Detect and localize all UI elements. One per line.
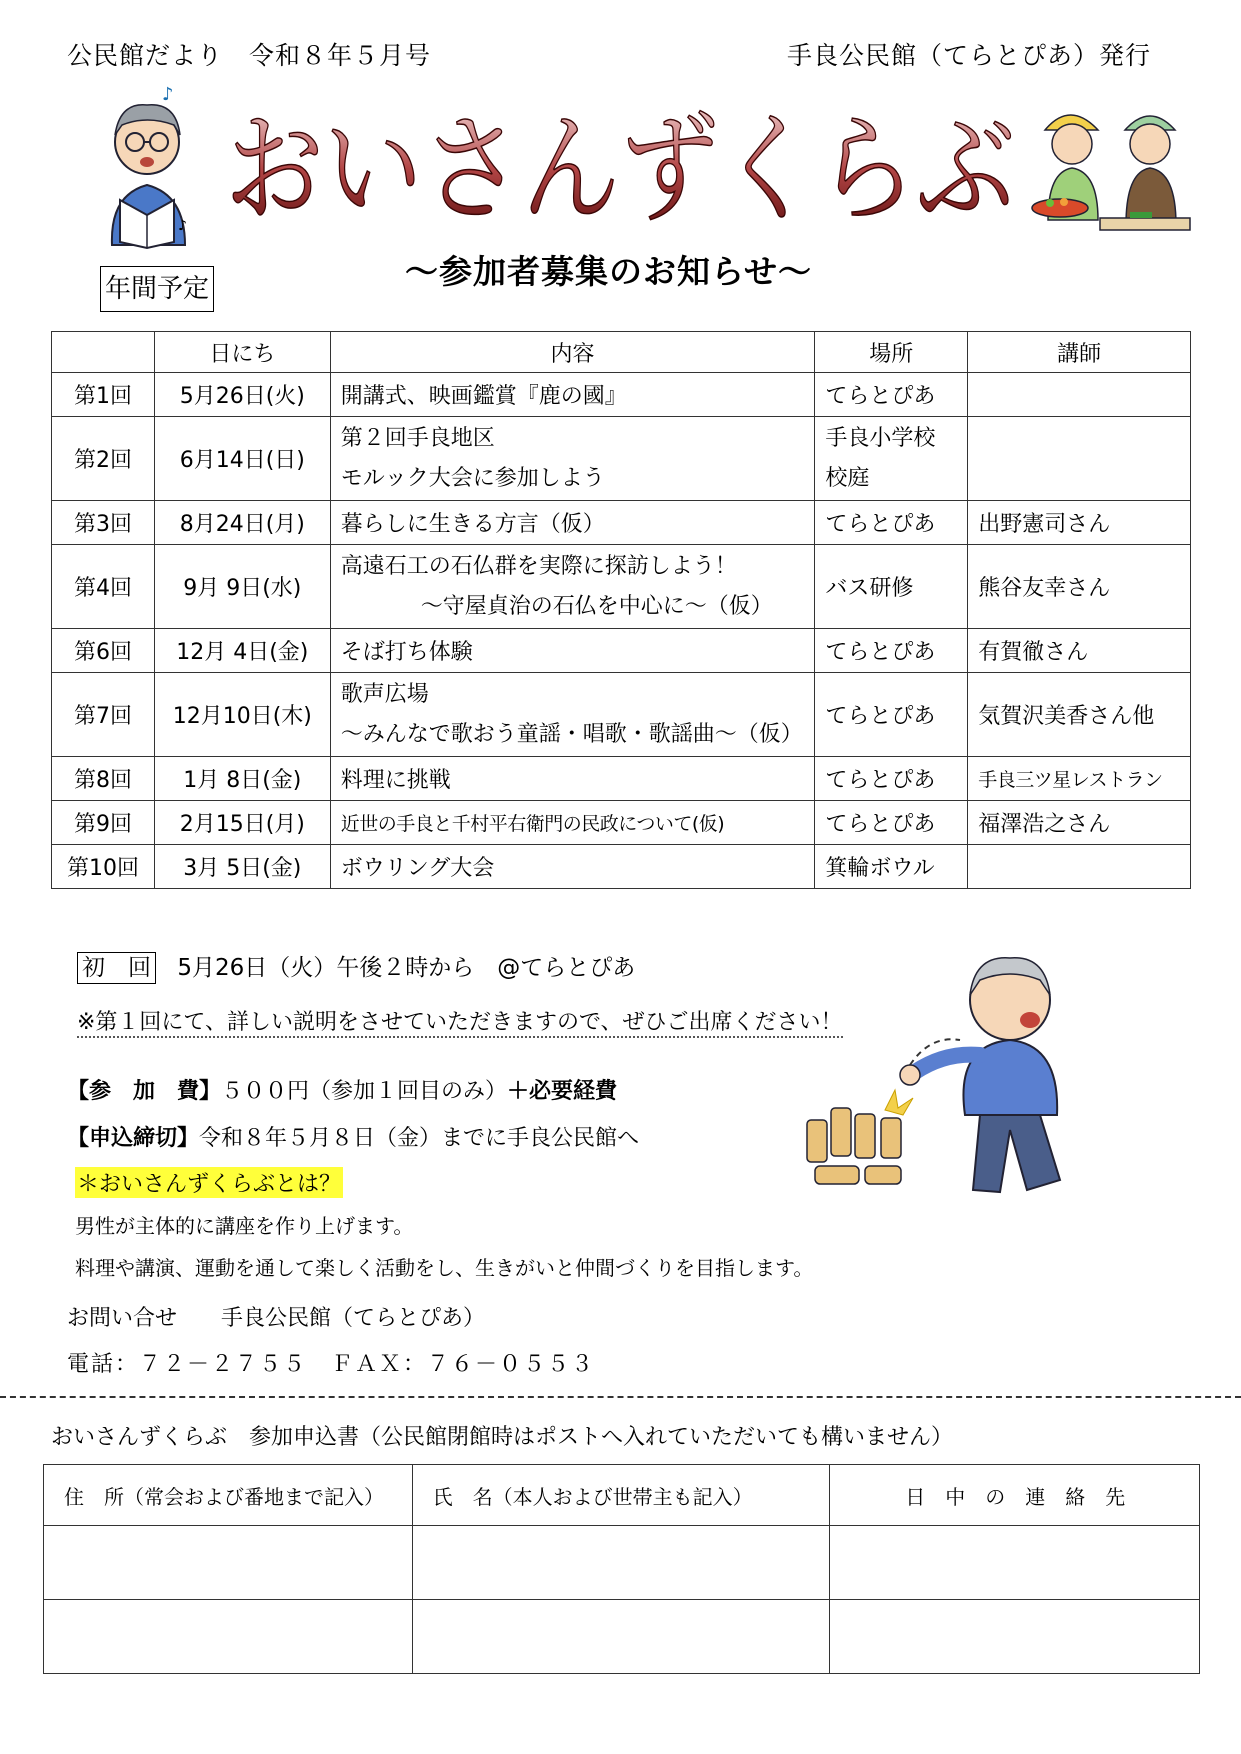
schedule-table	[51, 331, 1191, 889]
session-number: 第9回	[52, 801, 155, 845]
first-meeting-text: 5月26日（火）午後２時から @てらとぴあ	[177, 955, 636, 981]
publisher: 手良公民館（てらとぴあ）発行	[787, 41, 1152, 70]
description-line-1: 男性が主体的に講座を作り上げます。	[75, 1214, 414, 1238]
session-content: ボウリング大会	[330, 845, 815, 889]
session-content	[330, 673, 815, 757]
session-place: てらとぴあ	[815, 673, 968, 757]
content-line-1: 高遠石工の石仏群を実際に探訪しよう！	[340, 553, 737, 579]
session-lecturer: 有賀徹さん	[968, 629, 1191, 673]
session-place: てらとぴあ	[815, 501, 968, 545]
session-lecturer: 熊谷友幸さん	[968, 545, 1191, 629]
fee-text: ５００円（参加１回目のみ）	[221, 1079, 508, 1104]
form-row	[44, 1600, 1200, 1674]
daytime-contact-header: 日 中 の 連 絡 先	[830, 1465, 1200, 1526]
place-line-2: 校庭	[825, 465, 870, 491]
session-place: てらとぴあ	[815, 373, 968, 417]
session-content: そば打ち体験	[330, 629, 815, 673]
content-line-2: 〜守屋貞治の石仏を中心に〜（仮）	[420, 593, 773, 619]
session-number: 第2回	[52, 417, 155, 501]
session-content	[330, 545, 815, 629]
address-header: 住 所（常会および番地まで記入）	[44, 1465, 413, 1526]
cooking-people-icon	[1020, 100, 1200, 235]
title-text: おいさんずくらぶ	[225, 100, 1015, 238]
application-form	[43, 1464, 1200, 1674]
session-date: 2月15日(月)	[154, 801, 330, 845]
deadline-text: 令和８年５月８日（金）までに手良公民館へ	[199, 1126, 640, 1151]
address-field[interactable]	[44, 1526, 413, 1600]
session-number: 第3回	[52, 501, 155, 545]
table-row	[52, 417, 1191, 501]
header-lecturer: 講師	[968, 332, 1191, 373]
session-lecturer: 福澤浩之さん	[968, 801, 1191, 845]
table-row	[52, 629, 1191, 673]
session-place	[815, 417, 968, 501]
header-content: 内容	[330, 332, 815, 373]
content-line-2: 〜みんなで歌おう童謡・唱歌・歌謡曲〜（仮）	[340, 721, 803, 747]
session-number: 第6回	[52, 629, 155, 673]
session-number: 第10回	[52, 845, 155, 889]
name-field[interactable]	[412, 1600, 830, 1674]
header-number	[52, 332, 155, 373]
session-lecturer: 気賀沢美香さん他	[968, 673, 1191, 757]
table-row	[52, 501, 1191, 545]
session-date: 9月 9日(水)	[154, 545, 330, 629]
session-date: 1月 8日(金)	[154, 757, 330, 801]
molkky-player-icon	[795, 940, 1135, 1205]
contact-field[interactable]	[830, 1600, 1200, 1674]
first-meeting-label: 初 回	[77, 952, 156, 984]
session-place: てらとぴあ	[815, 757, 968, 801]
session-content	[330, 417, 815, 501]
session-content: 暮らしに生きる方言（仮）	[330, 501, 815, 545]
reading-man-icon	[90, 80, 205, 250]
content-line-1: 歌声広場	[340, 681, 429, 707]
content-line-1: 第２回手良地区	[340, 425, 495, 451]
session-lecturer: 手良三ツ星レストラン	[968, 757, 1191, 801]
form-row	[44, 1526, 1200, 1600]
contact-phone-fax: 電話：７２－２７５５ ＦＡＸ：７６－０５５３	[67, 1352, 596, 1377]
deadline-label: 【申込締切】	[67, 1126, 200, 1151]
session-lecturer: 出野憲司さん	[968, 501, 1191, 545]
session-place: 箕輪ボウル	[815, 845, 968, 889]
session-number: 第7回	[52, 673, 155, 757]
form-header-row	[44, 1465, 1200, 1526]
header-place: 場所	[815, 332, 968, 373]
address-field[interactable]	[44, 1600, 413, 1674]
cut-line	[0, 1396, 1241, 1398]
name-header: 氏 名（本人および世帯主も記入）	[412, 1465, 830, 1526]
session-place: てらとぴあ	[815, 801, 968, 845]
deadline-line	[67, 1121, 639, 1152]
content-line-2: モルック大会に参加しよう	[340, 465, 605, 491]
newsletter-issue: 公民館だより 令和８年５月号	[67, 41, 432, 70]
recruit-subtitle: 〜参加者募集のお知らせ〜	[405, 252, 813, 291]
first-meeting	[77, 949, 635, 982]
session-date: 12月 4日(金)	[154, 629, 330, 673]
session-date: 8月24日(月)	[154, 501, 330, 545]
fee-line	[67, 1074, 617, 1105]
session-lecturer	[968, 845, 1191, 889]
contact-line-1: お問い合せ 手良公民館（てらとぴあ）	[67, 1306, 486, 1331]
place-line-1: 手良小学校	[825, 425, 936, 451]
fee-label: 【参 加 費】	[67, 1079, 222, 1104]
session-number: 第4回	[52, 545, 155, 629]
svg-text:♪: ♪	[178, 218, 187, 234]
session-content: 近世の手良と千村平右衛門の民政について(仮)	[330, 801, 815, 845]
name-field[interactable]	[412, 1526, 830, 1600]
table-row	[52, 545, 1191, 629]
session-date: 5月26日(火)	[154, 373, 330, 417]
attendance-note: ※第１回にて、詳しい説明をさせていただきますので、ぜひご出席ください！	[77, 1005, 843, 1038]
session-date: 6月14日(日)	[154, 417, 330, 501]
header-date: 日にち	[154, 332, 330, 373]
annual-schedule-label: 年間予定	[100, 266, 214, 312]
svg-text:♪: ♪	[162, 84, 174, 105]
table-row	[52, 373, 1191, 417]
club-title	[225, 100, 1025, 240]
table-row	[52, 845, 1191, 889]
table-row	[52, 801, 1191, 845]
session-number: 第8回	[52, 757, 155, 801]
fee-extra: ＋必要経費	[507, 1079, 618, 1104]
session-content: 開講式、映画鑑賞『鹿の國』	[330, 373, 815, 417]
session-place: てらとぴあ	[815, 629, 968, 673]
table-row	[52, 757, 1191, 801]
description-line-2: 料理や講演、運動を通して楽しく活動をし、生きがいと仲間づくりを目指します。	[75, 1256, 814, 1280]
schedule-header-row	[52, 332, 1191, 373]
session-lecturer	[968, 417, 1191, 501]
contact-field[interactable]	[830, 1526, 1200, 1600]
session-date: 3月 5日(金)	[154, 845, 330, 889]
session-number: 第1回	[52, 373, 155, 417]
application-form-title: おいさんずくらぶ 参加申込書（公民館閉館時はポストへ入れていただいても構いません）	[51, 1425, 954, 1450]
session-place: バス研修	[815, 545, 968, 629]
what-is-heading: ＊おいさんずくらぶとは？	[75, 1167, 343, 1198]
table-row	[52, 673, 1191, 757]
session-date: 12月10日(木)	[154, 673, 330, 757]
session-content: 料理に挑戦	[330, 757, 815, 801]
session-lecturer	[968, 373, 1191, 417]
